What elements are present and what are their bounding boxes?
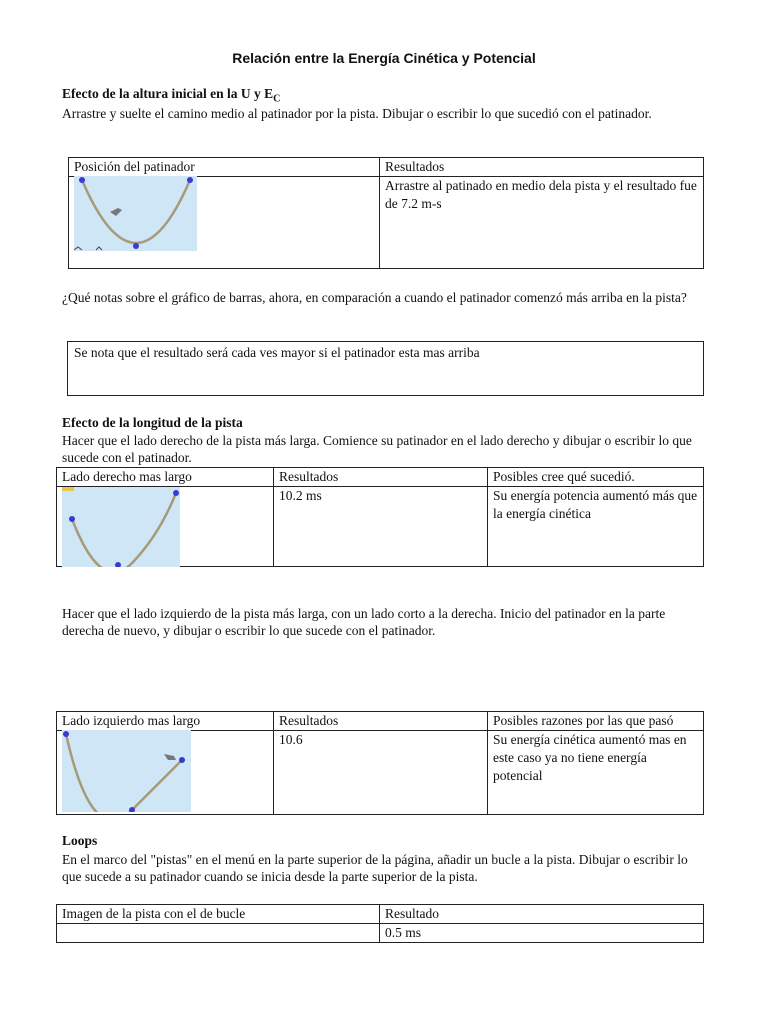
header-cell: Lado derecho mas largo [57, 468, 274, 487]
section1-answer: Se nota que el resultado será cada ves mayor si el patinador esta mas arriba [74, 345, 480, 360]
reason-cell: Su energía cinética aumentó mas en este caso ya no tiene energía potencial [488, 731, 704, 815]
header-cell: Posibles cree qué sucedió. [488, 468, 704, 487]
header-cell: Resultados [380, 158, 704, 177]
header-cell: Imagen de la pista con el de bucle [57, 905, 380, 924]
section1-answer-box [67, 341, 704, 396]
table-header-row [57, 905, 704, 924]
section4-heading: Loops [62, 833, 98, 848]
section1-question: ¿Qué notas sobre el gráfico de barras, ahora, en comparación a cuando el patinador comenzó más arriba en la pista? [62, 290, 687, 305]
result-cell: 10.2 ms [274, 487, 488, 567]
section1-heading-sub: C [273, 93, 281, 105]
skate-track-image-3 [62, 730, 191, 812]
header-cell: Resultado [380, 905, 704, 924]
section1-heading [62, 86, 280, 105]
section4-instructions: En el marco del "pistas" en el menú en la parte superior de la página, añadir un bucle a la pista. Dibujar o escribir lo que sucede a su patinador cuando se inicia desde la parte superior de la pista. [62, 852, 688, 884]
result-cell: Arrastre al patinado en medio dela pista y el resultado fue de 7.2 m-s [380, 177, 704, 269]
table-header-row [57, 712, 704, 731]
section2-heading: Efecto de la longitud de la pista [62, 415, 243, 430]
header-cell: Lado izquierdo mas largo [57, 712, 274, 731]
skate-track-image-1 [74, 176, 197, 251]
image-cell [57, 924, 380, 943]
header-cell: Posibles razones por las que pasó [488, 712, 704, 731]
section1-instructions: Arrastre y suelte el camino medio al patinador por la pista. Dibujar o escribir lo que sucedió con el patinador. [62, 106, 652, 121]
page-title: Relación entre la Energía Cinética y Potencial [232, 50, 536, 66]
table-header-row [57, 468, 704, 487]
section2-instructions: Hacer que el lado derecho de la pista más larga. Comience su patinador en el lado derecho y dibujar o escribir lo que sucede con el patinador. [62, 433, 692, 465]
section1-heading-text: Efecto de la altura inicial en la U y E [62, 86, 274, 101]
result-cell: 10.6 [274, 731, 488, 815]
table-header-row [69, 158, 704, 177]
header-cell: Resultados [274, 712, 488, 731]
reason-cell: Su energía potencia aumentó más que la energía cinética [488, 487, 704, 567]
header-cell: Resultados [274, 468, 488, 487]
skate-track-image-2 [62, 487, 180, 567]
result-cell: 0.5 ms [380, 924, 704, 943]
table-row [57, 924, 704, 943]
section3-instructions: Hacer que el lado izquierdo de la pista más larga, con un lado corto a la derecha. Inicio del patinador en la parte derecha de nuevo, y dibujar o escribir lo que sucede con el patinador. [62, 606, 666, 638]
header-cell: Posición del patinador [69, 158, 380, 177]
section4-table [56, 904, 704, 943]
